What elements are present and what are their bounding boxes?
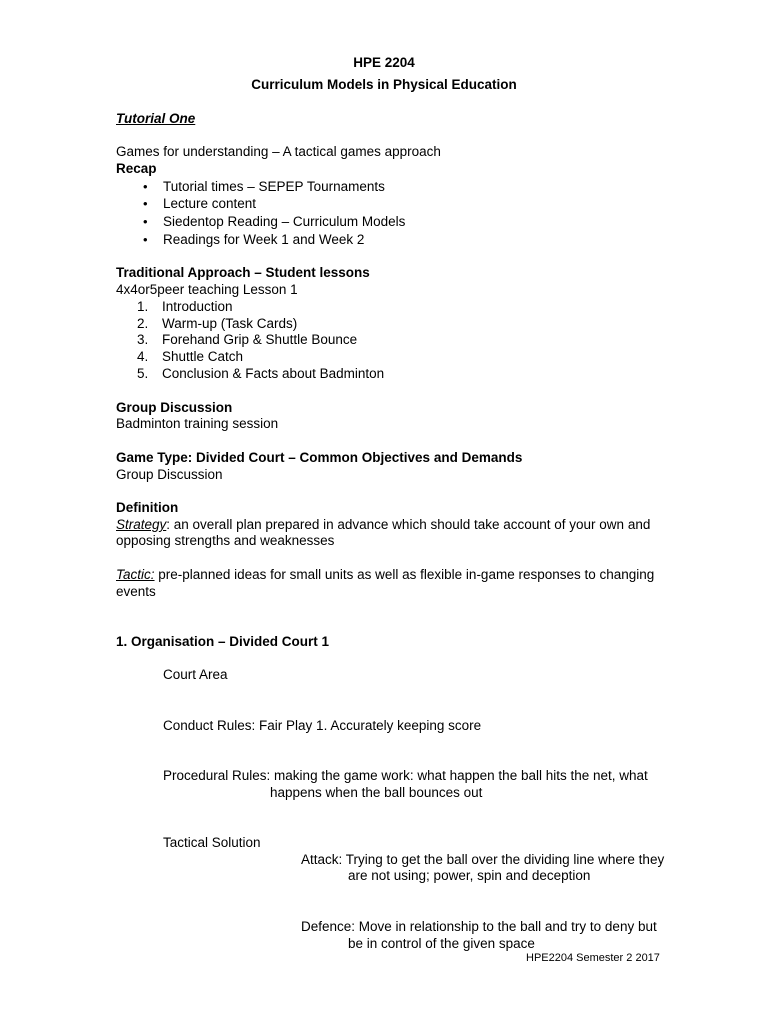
course-title: Curriculum Models in Physical Education xyxy=(251,77,517,92)
recap-heading: Recap xyxy=(116,161,157,176)
attack-text: Attack: Trying to get the ball over the dividing line where they xyxy=(301,852,665,867)
organisation-heading: 1. Organisation – Divided Court 1 xyxy=(116,634,330,649)
defence-text-cont: be in control of the given space xyxy=(348,936,535,951)
tactic-text: pre-planned ideas for small units as well as flexible in-game responses to changing xyxy=(154,567,655,582)
list-item: Introduction xyxy=(162,299,233,314)
procedural-rules: Procedural Rules: making the game work: what happen the ball hits the net, what xyxy=(163,768,648,783)
list-item: Conclusion & Facts about Badminton xyxy=(162,366,385,381)
bullet-icon: • xyxy=(143,196,148,211)
list-number: 5. xyxy=(137,366,149,381)
bullet-icon: • xyxy=(143,232,148,247)
court-area: Court Area xyxy=(163,667,228,682)
list-number: 3. xyxy=(137,332,149,347)
group-discussion-heading: Group Discussion xyxy=(116,400,233,415)
tactic-definition xyxy=(116,566,654,583)
attack-text-cont: are not using; power, spin and deception xyxy=(348,868,591,883)
list-item: Forehand Grip & Shuttle Bounce xyxy=(162,332,358,347)
strategy-text-cont: opposing strengths and weaknesses xyxy=(116,533,335,548)
intro-line: Games for understanding – A tactical games approach xyxy=(116,144,441,159)
tactical-solution: Tactical Solution xyxy=(163,835,261,850)
traditional-subline: 4x4or5peer teaching Lesson 1 xyxy=(116,282,298,297)
recap-item: Tutorial times – SEPEP Tournaments xyxy=(163,179,385,194)
list-number: 1. xyxy=(137,299,149,314)
defence-text: Defence: Move in relationship to the ball and try to deny but xyxy=(301,919,657,934)
strategy-text: : an overall plan prepared in advance which should take account of your own and xyxy=(166,517,651,532)
conduct-rules: Conduct Rules: Fair Play 1. Accurately keeping score xyxy=(163,718,482,733)
strategy-definition xyxy=(116,516,650,533)
course-code: HPE 2204 xyxy=(353,55,415,70)
bullet-icon: • xyxy=(143,214,148,229)
list-item: Shuttle Catch xyxy=(162,349,244,364)
recap-item: Readings for Week 1 and Week 2 xyxy=(163,232,365,247)
group-discussion-text: Badminton training session xyxy=(116,416,279,431)
game-type-text: Group Discussion xyxy=(116,467,223,482)
tutorial-heading: Tutorial One xyxy=(116,111,196,126)
definition-heading: Definition xyxy=(116,500,179,515)
list-item: Warm-up (Task Cards) xyxy=(162,316,298,331)
procedural-rules-cont: happens when the ball bounces out xyxy=(270,785,483,800)
game-type-heading: Game Type: Divided Court – Common Objectives and Demands xyxy=(116,450,523,465)
traditional-heading: Traditional Approach – Student lessons xyxy=(116,265,370,280)
recap-item: Lecture content xyxy=(163,196,257,211)
list-number: 2. xyxy=(137,316,149,331)
page-footer: HPE2204 Semester 2 2017 xyxy=(526,952,660,964)
recap-item: Siedentop Reading – Curriculum Models xyxy=(163,214,406,229)
bullet-icon: • xyxy=(143,179,148,194)
list-number: 4. xyxy=(137,349,149,364)
strategy-term: Strategy xyxy=(116,517,167,532)
tactic-term: Tactic: xyxy=(116,567,155,582)
tactic-text-cont: events xyxy=(116,584,156,599)
